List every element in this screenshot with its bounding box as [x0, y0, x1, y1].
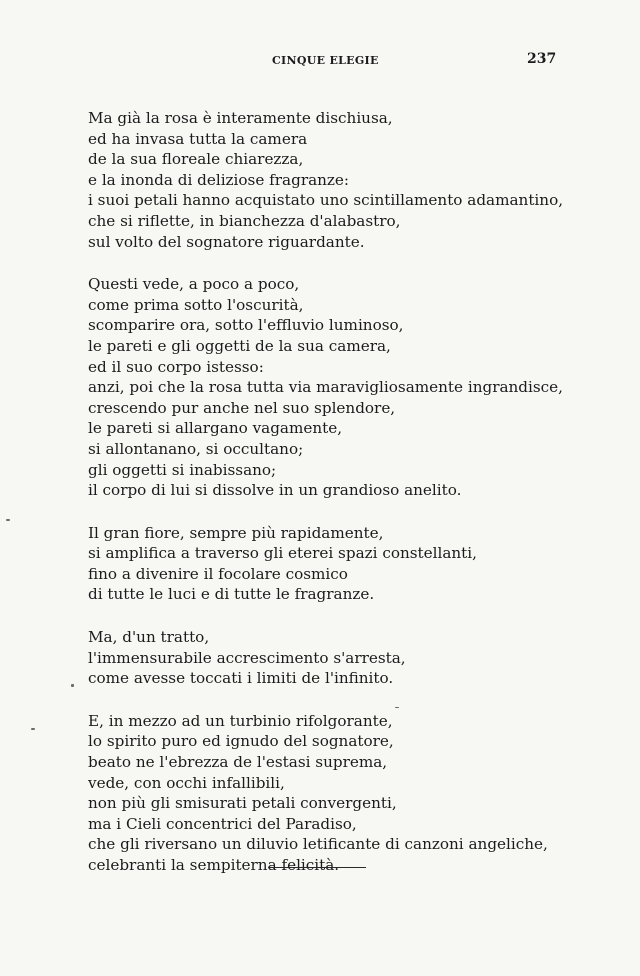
verse-line: i suoi petali hanno acquistato uno scintillamento adamantino, — [88, 191, 564, 210]
stanza-2 — [88, 274, 563, 501]
verse-line: che si riflette, in bianchezza d'alabastro, — [88, 211, 401, 230]
verse-line: fino a divenire il focolare cosmico — [88, 564, 348, 583]
verse-line: le pareti si allargano vagamente, — [88, 419, 343, 438]
scan-speck — [31, 728, 35, 730]
verse-line: come avesse toccati i limiti de l'infinito. — [88, 669, 394, 688]
verse-line: Il gran fiore, sempre più rapidamente, — [88, 523, 384, 542]
section-end-rule — [268, 867, 366, 868]
stanza-1 — [88, 108, 564, 252]
verse-line: che gli riversano un diluvio letificante di canzoni angeliche, — [88, 835, 548, 854]
page-number: 237 — [527, 51, 557, 67]
verse-line: scomparire ora, sotto l'effluvio luminoso, — [88, 316, 404, 335]
verse-line: ma i Cieli concentrici del Paradiso, — [88, 814, 357, 833]
verse-line: l'immensurabile accrescimento s'arresta, — [88, 648, 406, 667]
verse-line: de la sua floreale chiarezza, — [88, 150, 304, 169]
stanza-4 — [88, 627, 558, 689]
verse-line: di tutte le luci e di tutte le fragranze. — [88, 585, 375, 604]
verse-line: beato ne l'ebrezza de l'estasi suprema, — [88, 753, 388, 772]
verse-line: vede, con occhi infallibili, — [88, 773, 285, 792]
stanza-5 — [88, 711, 558, 876]
scan-speck — [6, 519, 10, 521]
verse-line: e la inonda di deliziose fragranze: — [88, 170, 350, 189]
verse-line: lo spirito puro ed ignudo del sognatore, — [88, 732, 394, 751]
stanza-3 — [88, 523, 558, 605]
verse-line: crescendo pur anche nel suo splendore, — [88, 398, 396, 417]
verse-line: sul volto del sognatore riguardante. — [88, 232, 365, 251]
verse-line: il corpo di lui si dissolve in un grandioso anelito. — [88, 481, 462, 500]
verse-line: Ma, d'un tratto, — [88, 628, 210, 647]
verse-line: celebranti la sempiterna felicità. — [88, 856, 340, 874]
scan-speck — [395, 707, 399, 708]
verse-line: gli oggetti si inabissano; — [88, 460, 277, 479]
verse-line: si allontanano, si occultano; — [88, 439, 304, 458]
verse-line: Ma già la rosa è interamente dischiusa, — [88, 109, 393, 127]
page-header — [0, 51, 640, 74]
verse-line: Questi vede, a poco a poco, — [88, 275, 300, 294]
verse-line: ed ha invasa tutta la camera — [88, 129, 308, 148]
verse-line: E, in mezzo ad un turbinio rifolgorante, — [88, 711, 393, 730]
scan-speck — [71, 684, 74, 687]
verse-line: anzi, poi che la rosa tutta via maravigliosamente ingrandisce, — [88, 378, 563, 397]
verse-line: si amplifica a traverso gli eterei spazi constellanti, — [88, 544, 477, 563]
verse-line: le pareti e gli oggetti de la sua camera, — [88, 336, 391, 355]
verse-line: non più gli smisurati petali convergenti, — [88, 794, 397, 813]
running-title: CINQUE ELEGIE — [272, 54, 379, 67]
poem-body — [88, 108, 564, 898]
verse-line: come prima sotto l'oscurità, — [88, 295, 304, 314]
verse-line: ed il suo corpo istesso: — [88, 357, 264, 376]
